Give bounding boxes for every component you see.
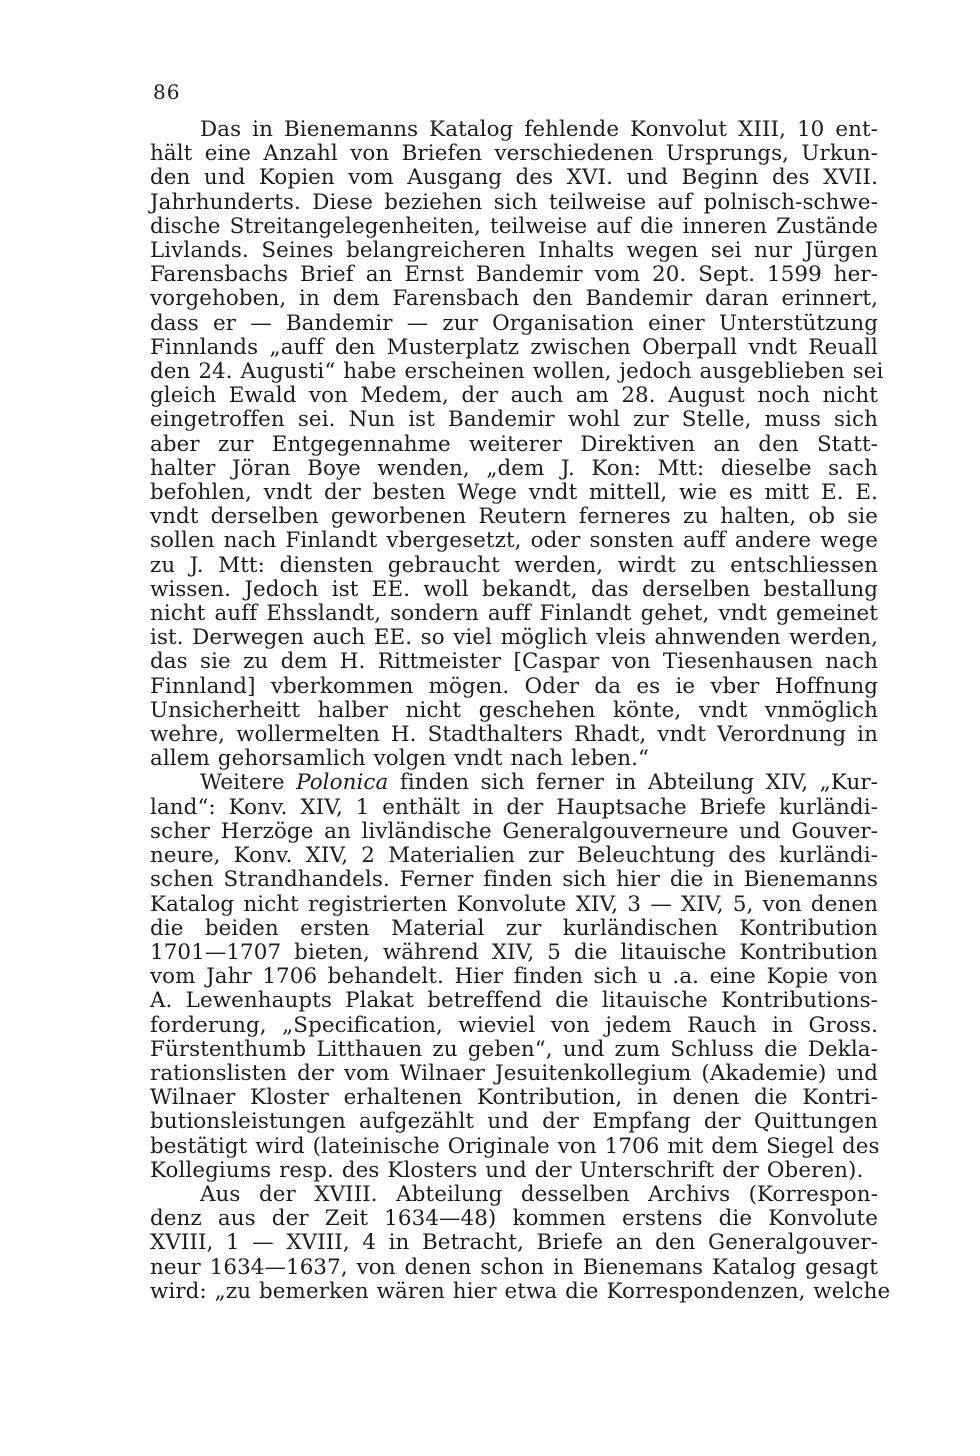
text-line: vndt derselben geworbenen Reutern ferneres zu halten, ob sie (150, 504, 878, 530)
text-line: forderung, „Specification, wieviel von jedem Rauch in Gross. (150, 1012, 878, 1038)
text-line: gleich Ewald von Medem, der auch am 28. August noch nicht (150, 383, 878, 409)
text-line: vom Jahr 1706 behandelt. Hier finden sich u .a. eine Kopie von (150, 964, 878, 990)
text-line: vorgehoben, in dem Farensbach den Bandemir daran erinnert, (150, 286, 878, 312)
body-text (150, 117, 891, 1304)
text-fragment: finden sich ferner in Abteilung XIV, „Kur- (388, 770, 879, 796)
text-line: Farensbachs Brief an Ernst Bandemir vom 20. Sept. 1599 her- (150, 262, 878, 288)
text-line: Fürstenthumb Litthauen zu geben“, und zum Schluss die Dekla- (150, 1036, 878, 1062)
text-line: Unsicherheitt halber nicht geschehen könte, vndt vnmöglich (150, 697, 878, 723)
text-line: Livlands. Seines belangreicheren Inhalts wegen sei nur Jürgen (150, 238, 878, 264)
text-line: zu J. Mtt: diensten gebraucht werden, wirdt zu entschliessen (150, 552, 878, 578)
text-line: Finnland] vberkommen mögen. Oder da es ie vber Hoffnung (150, 673, 878, 699)
text-line: 1701—1707 bieten, während XIV, 5 die litauische Kontribution (150, 939, 878, 965)
text-line: Finnlands „auff den Musterplatz zwischen Oberpall vndt Reuall (150, 334, 878, 360)
text-line: wehre, wollermelten H. Stadthalters Rhadt, vndt Verordnung in (150, 722, 878, 748)
page-number: 86 (153, 80, 181, 104)
text-line: eingetroffen sei. Nun ist Bandemir wohl zur Stelle, muss sich (150, 407, 878, 433)
text-line: butionsleistungen aufgezählt und der Empfang der Quittungen (150, 1109, 878, 1135)
text-fragment: Weitere (200, 770, 297, 796)
text-line: Aus der XVIII. Abteilung desselben Archivs (Korrespon- (200, 1181, 878, 1207)
text-line: neure, Konv. XIV, 2 Materialien zur Beleuchtung des kurländi- (150, 843, 878, 869)
text-line: neur 1634—1637, von denen schon in Bienemans Katalog gesagt (150, 1254, 878, 1280)
text-line: die beiden ersten Material zur kurländischen Kontribution (150, 915, 878, 941)
text-line: scher Herzöge an livländische Generalgouverneure und Gouver- (150, 818, 878, 844)
text-line: schen Strandhandels. Ferner finden sich hier die in Bienemanns (150, 867, 878, 893)
text-line (150, 771, 878, 795)
text-line: land“: Konv. XIV, 1 enthält in der Hauptsache Briefe kurländi- (150, 794, 878, 820)
italic-term: Polonica (296, 770, 389, 796)
text-line: wird: „zu bemerken wären hier etwa die Korrespondenzen, welche (150, 1278, 891, 1304)
text-line: A. Lewenhaupts Plakat betreffend die litauische Kontributions- (150, 988, 878, 1014)
text-line: dische Streitangelegenheiten, teilweise auf die inneren Zustände (150, 213, 878, 239)
text-line: das sie zu dem H. Rittmeister [Caspar von Tiesenhausen nach (150, 649, 878, 675)
text-line: halter Jöran Boye wenden, „dem J. Kon: Mtt: dieselbe sach (150, 455, 878, 481)
text-line: aber zur Entgegennahme weiterer Direktiven an den Statt- (150, 431, 878, 457)
text-line: ist. Derwegen auch EE. so viel möglich vleis ahnwenden werden, (150, 625, 878, 651)
text-line: allem gehorsamlich volgen vndt nach leben.“ (150, 746, 650, 772)
text-line: den und Kopien vom Ausgang des XVI. und Beginn des XVII. (150, 165, 878, 191)
text-line: bestätigt wird (lateinische Originale von 1706 mit dem Siegel des (150, 1133, 880, 1159)
text-line: Wilnaer Kloster erhaltenen Kontribution, in denen die Kontri- (150, 1085, 878, 1111)
text-line: den 24. Augusti“ habe erscheinen wollen, jedoch ausgeblieben sei (150, 359, 884, 385)
text-line: Jahrhunderts. Diese beziehen sich teilweise auf polnisch-schwe- (150, 189, 878, 215)
text-line: sollen nach Finlandt vbergesetzt, oder sonsten auff andere wege (150, 528, 878, 554)
text-line: denz aus der Zeit 1634—48) kommen erstens die Konvolute (150, 1206, 878, 1232)
text-line: befohlen, vndt der besten Wege vndt mittell, wie es mitt E. E. (150, 480, 878, 506)
text-line: wissen. Jedoch ist EE. woll bekandt, das derselben bestallung (150, 576, 878, 602)
text-line: rationslisten der vom Wilnaer Jesuitenkollegium (Akademie) und (150, 1060, 878, 1086)
text-line: dass er — Bandemir — zur Organisation einer Unterstützung (150, 310, 878, 336)
text-line: Katalog nicht registrierten Konvolute XIV, 3 — XIV, 5, von denen (150, 891, 878, 917)
text-line: hält eine Anzahl von Briefen verschiedenen Ursprungs, Urkun- (150, 141, 878, 167)
text-line: Kollegiums resp. des Klosters und der Unterschrift der Oberen). (150, 1157, 864, 1183)
text-line: Das in Bienemanns Katalog fehlende Konvolut XIII, 10 ent- (200, 117, 878, 142)
text-line: XVIII, 1 — XVIII, 4 in Betracht, Briefe an den Generalgouver- (150, 1230, 878, 1256)
text-line: nicht auff Ehsslandt, sondern auff Finlandt gehet, vndt gemeinet (150, 601, 878, 627)
